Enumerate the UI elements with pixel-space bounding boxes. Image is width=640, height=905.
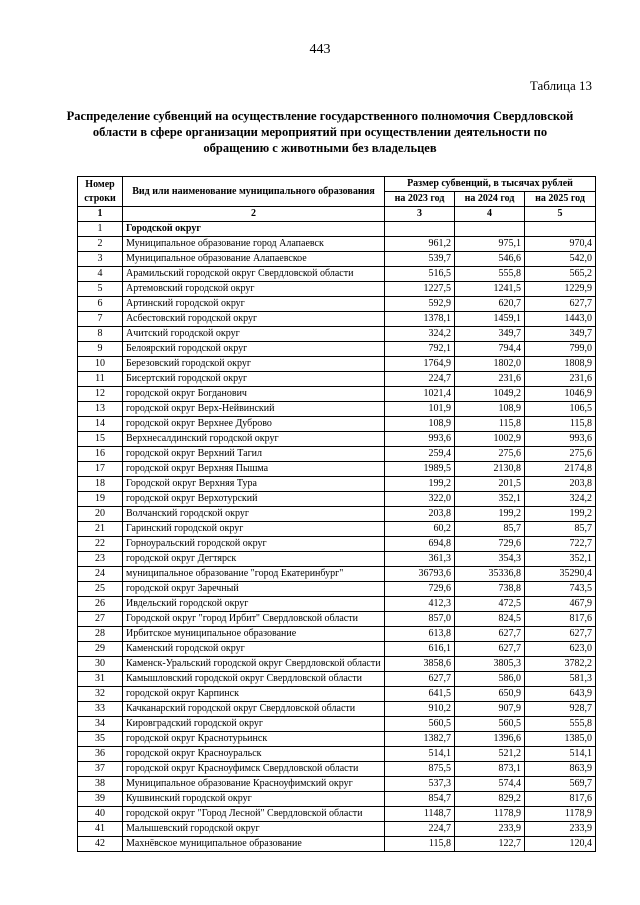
value-2025: 35290,4 — [525, 567, 596, 582]
value-2023: 36793,6 — [385, 567, 455, 582]
value-2023: 516,5 — [385, 267, 455, 282]
value-2025: 928,7 — [525, 702, 596, 717]
row-number: 19 — [78, 492, 123, 507]
group-name: Городской округ — [123, 222, 385, 237]
municipality-name: Муниципальное образование город Алапаевск — [123, 237, 385, 252]
value-2024: 472,5 — [455, 597, 525, 612]
value-2025: 1178,9 — [525, 807, 596, 822]
table-row — [78, 702, 596, 717]
row-number: 23 — [78, 552, 123, 567]
value-2025: 467,9 — [525, 597, 596, 612]
document-title: Распределение субвенций на осуществление государственного полномочия Свердловской области в сфере организации мероприятий при осуществлении деятельности по обращению с животными без владельцев — [66, 109, 574, 155]
row-number: 2 — [78, 237, 123, 252]
value-2023: 60,2 — [385, 522, 455, 537]
value-2025: 349,7 — [525, 327, 596, 342]
table-row — [78, 717, 596, 732]
table-row — [78, 267, 596, 282]
value-2024: 354,3 — [455, 552, 525, 567]
value-2024: 586,0 — [455, 672, 525, 687]
value-2025: 627,7 — [525, 627, 596, 642]
table-row — [78, 582, 596, 597]
row-number: 10 — [78, 357, 123, 372]
row-number: 35 — [78, 732, 123, 747]
row-number: 36 — [78, 747, 123, 762]
table-row — [78, 792, 596, 807]
value-2024: 1049,2 — [455, 387, 525, 402]
municipality-name: городской округ Карпинск — [123, 687, 385, 702]
value-2025: 85,7 — [525, 522, 596, 537]
value-2025: 565,2 — [525, 267, 596, 282]
value-2024: 907,9 — [455, 702, 525, 717]
row-number: 18 — [78, 477, 123, 492]
row-number: 14 — [78, 417, 123, 432]
municipality-name: Ачитский городской округ — [123, 327, 385, 342]
table-row — [78, 462, 596, 477]
value-2023: 361,3 — [385, 552, 455, 567]
municipality-name: городской округ Верхний Тагил — [123, 447, 385, 462]
table-row — [78, 297, 596, 312]
table-row — [78, 507, 596, 522]
value-2023: 203,8 — [385, 507, 455, 522]
value-2025: 817,6 — [525, 612, 596, 627]
value-2024: 85,7 — [455, 522, 525, 537]
row-number: 41 — [78, 822, 123, 837]
row-number: 13 — [78, 402, 123, 417]
municipality-name: Каменский городской округ — [123, 642, 385, 657]
value-2025: 817,6 — [525, 792, 596, 807]
row-number: 9 — [78, 342, 123, 357]
municipality-name: Артемовский городской округ — [123, 282, 385, 297]
value-2024: 546,6 — [455, 252, 525, 267]
header-index: 1 — [78, 207, 123, 222]
table-row — [78, 627, 596, 642]
row-number: 28 — [78, 627, 123, 642]
row-number: 26 — [78, 597, 123, 612]
header-amount: Размер субвенций, в тысячах рублей — [385, 177, 596, 192]
value-2025: 643,9 — [525, 687, 596, 702]
value-2023: 910,2 — [385, 702, 455, 717]
municipality-name: Арамильский городской округ Свердловской области — [123, 267, 385, 282]
municipality-name: Белоярский городской округ — [123, 342, 385, 357]
value-2024: 108,9 — [455, 402, 525, 417]
value-2023: 101,9 — [385, 402, 455, 417]
table-row — [78, 657, 596, 672]
value-2025: 1385,0 — [525, 732, 596, 747]
municipality-name: городской округ Заречный — [123, 582, 385, 597]
value-2025: 3782,2 — [525, 657, 596, 672]
value-2024: 627,7 — [455, 642, 525, 657]
value-2024: 115,8 — [455, 417, 525, 432]
value-2023: 224,7 — [385, 372, 455, 387]
row-number: 15 — [78, 432, 123, 447]
row-number: 3 — [78, 252, 123, 267]
table-row — [78, 552, 596, 567]
row-number: 30 — [78, 657, 123, 672]
value-2025: 231,6 — [525, 372, 596, 387]
value-2023: 199,2 — [385, 477, 455, 492]
municipality-name: Березовский городской округ — [123, 357, 385, 372]
value-2023: 1148,7 — [385, 807, 455, 822]
row-number: 38 — [78, 777, 123, 792]
row-number: 11 — [78, 372, 123, 387]
value-2025: 514,1 — [525, 747, 596, 762]
table-row — [78, 522, 596, 537]
value-2025: 970,4 — [525, 237, 596, 252]
table-row — [78, 747, 596, 762]
municipality-name: муниципальное образование "город Екатеринбург" — [123, 567, 385, 582]
row-number: 7 — [78, 312, 123, 327]
municipality-name: Каменск-Уральский городской округ Свердловской области — [123, 657, 385, 672]
value-2024: 824,5 — [455, 612, 525, 627]
subvention-table — [77, 176, 596, 852]
municipality-name: городской округ Краснотурьинск — [123, 732, 385, 747]
table-row — [78, 417, 596, 432]
table-row — [78, 357, 596, 372]
value-2023: 1378,1 — [385, 312, 455, 327]
value-2023: 3858,6 — [385, 657, 455, 672]
municipality-name: Гаринский городской округ — [123, 522, 385, 537]
table-row — [78, 837, 596, 852]
row-number: 25 — [78, 582, 123, 597]
municipality-name: Махнёвское муниципальное образование — [123, 837, 385, 852]
municipality-name: городской округ Верхнее Дуброво — [123, 417, 385, 432]
value-2023: 857,0 — [385, 612, 455, 627]
municipality-name: городской округ Верх-Нейвинский — [123, 402, 385, 417]
value-2023: 792,1 — [385, 342, 455, 357]
value-2024: 2130,8 — [455, 462, 525, 477]
table-row — [78, 612, 596, 627]
municipality-name: Артинский городской округ — [123, 297, 385, 312]
value-2025: 233,9 — [525, 822, 596, 837]
header-index: 4 — [455, 207, 525, 222]
municipality-name: городской округ Богданович — [123, 387, 385, 402]
value-2025: 115,8 — [525, 417, 596, 432]
value-2024: 574,4 — [455, 777, 525, 792]
table-row — [78, 597, 596, 612]
row-number: 5 — [78, 282, 123, 297]
value-2023: 537,3 — [385, 777, 455, 792]
value-2025: 743,5 — [525, 582, 596, 597]
value-2025: 1443,0 — [525, 312, 596, 327]
row-number: 8 — [78, 327, 123, 342]
row-number: 6 — [78, 297, 123, 312]
value-2024: 1459,1 — [455, 312, 525, 327]
header-index: 5 — [525, 207, 596, 222]
value-2023: 875,5 — [385, 762, 455, 777]
value-2025: 623,0 — [525, 642, 596, 657]
value-2024: 560,5 — [455, 717, 525, 732]
table-row — [78, 447, 596, 462]
page-number: 443 — [309, 42, 331, 57]
table-row — [78, 477, 596, 492]
value-2023: 1764,9 — [385, 357, 455, 372]
value-2023: 729,6 — [385, 582, 455, 597]
value-2024: 738,8 — [455, 582, 525, 597]
value-2024: 201,5 — [455, 477, 525, 492]
municipality-name: Муниципальное образование Красноуфимский округ — [123, 777, 385, 792]
table-row — [78, 822, 596, 837]
value-2023: 322,0 — [385, 492, 455, 507]
row-number: 40 — [78, 807, 123, 822]
header-year-2023: на 2023 год — [385, 192, 455, 207]
value-2024: 794,4 — [455, 342, 525, 357]
municipality-name: городской округ "Город Лесной" Свердловской области — [123, 807, 385, 822]
value-2025: 324,2 — [525, 492, 596, 507]
value-2024: 627,7 — [455, 627, 525, 642]
municipality-name: Горноуральский городской округ — [123, 537, 385, 552]
municipality-name: Волчанский городской округ — [123, 507, 385, 522]
value-2025: 555,8 — [525, 717, 596, 732]
row-number: 1 — [78, 222, 123, 237]
value-2025: 863,9 — [525, 762, 596, 777]
value-2024: 873,1 — [455, 762, 525, 777]
value-2025: 722,7 — [525, 537, 596, 552]
municipality-name: Камышловский городской округ Свердловской области — [123, 672, 385, 687]
table-row — [78, 687, 596, 702]
value-2023: 412,3 — [385, 597, 455, 612]
value-2024: 1241,5 — [455, 282, 525, 297]
value-2023: 627,7 — [385, 672, 455, 687]
table-row — [78, 237, 596, 252]
value-2023: 592,9 — [385, 297, 455, 312]
value-2024: 233,9 — [455, 822, 525, 837]
municipality-name: Верхнесалдинский городской округ — [123, 432, 385, 447]
value-2025: 2174,8 — [525, 462, 596, 477]
value-2025: 106,5 — [525, 402, 596, 417]
row-number: 20 — [78, 507, 123, 522]
value-2024: 3805,3 — [455, 657, 525, 672]
municipality-name: Ирбитское муниципальное образование — [123, 627, 385, 642]
municipality-name: городской округ Красноуфимск Свердловской области — [123, 762, 385, 777]
value-2025: 1808,9 — [525, 357, 596, 372]
table-row — [78, 642, 596, 657]
value-2025: 199,2 — [525, 507, 596, 522]
municipality-name: Бисертский городской округ — [123, 372, 385, 387]
value-2023: 259,4 — [385, 447, 455, 462]
value-2023: 641,5 — [385, 687, 455, 702]
value-2023: 1021,4 — [385, 387, 455, 402]
municipality-name: Муниципальное образование Алапаевское — [123, 252, 385, 267]
municipality-name: городской округ Дегтярск — [123, 552, 385, 567]
value-2025: 993,6 — [525, 432, 596, 447]
value-2025: 352,1 — [525, 552, 596, 567]
value-2024: 349,7 — [455, 327, 525, 342]
table-row — [78, 372, 596, 387]
table-row — [78, 762, 596, 777]
value-2025: 799,0 — [525, 342, 596, 357]
value-2023: 694,8 — [385, 537, 455, 552]
value-2024: 275,6 — [455, 447, 525, 462]
table-row — [78, 432, 596, 447]
value-2023: 616,1 — [385, 642, 455, 657]
value-2023: 514,1 — [385, 747, 455, 762]
row-number: 16 — [78, 447, 123, 462]
value-2023: 539,7 — [385, 252, 455, 267]
value-2023: 224,7 — [385, 822, 455, 837]
value-2024: 620,7 — [455, 297, 525, 312]
value-2025: 1046,9 — [525, 387, 596, 402]
row-number: 39 — [78, 792, 123, 807]
value-2024: 555,8 — [455, 267, 525, 282]
value-2025: 627,7 — [525, 297, 596, 312]
value-2024: 650,9 — [455, 687, 525, 702]
value-2024: 1178,9 — [455, 807, 525, 822]
table-row — [78, 732, 596, 747]
municipality-name: городской округ Красноуральск — [123, 747, 385, 762]
value-2023: 1382,7 — [385, 732, 455, 747]
value-2025: 569,7 — [525, 777, 596, 792]
value-2023: 613,8 — [385, 627, 455, 642]
value-2023: 560,5 — [385, 717, 455, 732]
table-row — [78, 492, 596, 507]
value-2024: 729,6 — [455, 537, 525, 552]
municipality-name: городской округ Верхняя Пышма — [123, 462, 385, 477]
row-number: 32 — [78, 687, 123, 702]
row-number: 21 — [78, 522, 123, 537]
value-2023: 961,2 — [385, 237, 455, 252]
value-2024: 975,1 — [455, 237, 525, 252]
table-row — [78, 282, 596, 297]
row-number: 34 — [78, 717, 123, 732]
value-2025: 275,6 — [525, 447, 596, 462]
value-2025: 581,3 — [525, 672, 596, 687]
header-index: 3 — [385, 207, 455, 222]
value-2023: 1989,5 — [385, 462, 455, 477]
value-2025: 1229,9 — [525, 282, 596, 297]
value-2025: 203,8 — [525, 477, 596, 492]
table-row — [78, 387, 596, 402]
table-label: Таблица 13 — [529, 78, 592, 93]
municipality-name: Городской округ "город Ирбит" Свердловской области — [123, 612, 385, 627]
row-number: 27 — [78, 612, 123, 627]
value-2024: 829,2 — [455, 792, 525, 807]
table-row — [78, 567, 596, 582]
header-row-number: Номер строки — [78, 177, 123, 207]
table-row — [78, 342, 596, 357]
row-number: 22 — [78, 537, 123, 552]
table-row — [78, 537, 596, 552]
table-row — [78, 312, 596, 327]
table-row — [78, 672, 596, 687]
table-row — [78, 252, 596, 267]
row-number: 24 — [78, 567, 123, 582]
header-municipality-name: Вид или наименование муниципального образования — [123, 177, 385, 207]
municipality-name: Городской округ Верхняя Тура — [123, 477, 385, 492]
value-2025: 542,0 — [525, 252, 596, 267]
value-2023: 108,9 — [385, 417, 455, 432]
row-number: 12 — [78, 387, 123, 402]
municipality-name: Кировградский городской округ — [123, 717, 385, 732]
municipality-name: Кушвинский городской округ — [123, 792, 385, 807]
table-row — [78, 327, 596, 342]
municipality-name: Асбестовский городской округ — [123, 312, 385, 327]
table-body — [78, 222, 596, 852]
value-2024: 352,1 — [455, 492, 525, 507]
row-number: 31 — [78, 672, 123, 687]
value-2024: 1396,6 — [455, 732, 525, 747]
municipality-name: Качканарский городской округ Свердловской области — [123, 702, 385, 717]
value-2024: 1802,0 — [455, 357, 525, 372]
table-row — [78, 777, 596, 792]
value-2024: 122,7 — [455, 837, 525, 852]
header-year-2024: на 2024 год — [455, 192, 525, 207]
value-2023: 993,6 — [385, 432, 455, 447]
row-number: 33 — [78, 702, 123, 717]
municipality-name: Ивдельский городской округ — [123, 597, 385, 612]
value-2024: 231,6 — [455, 372, 525, 387]
table-row — [78, 402, 596, 417]
value-2023: 115,8 — [385, 837, 455, 852]
value-2023: 324,2 — [385, 327, 455, 342]
header-index: 2 — [123, 207, 385, 222]
value-2024: 521,2 — [455, 747, 525, 762]
value-2024: 199,2 — [455, 507, 525, 522]
row-number: 4 — [78, 267, 123, 282]
value-2024: 35336,8 — [455, 567, 525, 582]
value-2024: 1002,9 — [455, 432, 525, 447]
table-row — [78, 807, 596, 822]
value-2025: 120,4 — [525, 837, 596, 852]
municipality-name: городской округ Верхотурский — [123, 492, 385, 507]
municipality-name: Малышевский городской округ — [123, 822, 385, 837]
table-row-group — [78, 222, 596, 237]
header-year-2025: на 2025 год — [525, 192, 596, 207]
value-2023: 854,7 — [385, 792, 455, 807]
row-number: 29 — [78, 642, 123, 657]
value-2023: 1227,5 — [385, 282, 455, 297]
row-number: 17 — [78, 462, 123, 477]
row-number: 42 — [78, 837, 123, 852]
row-number: 37 — [78, 762, 123, 777]
